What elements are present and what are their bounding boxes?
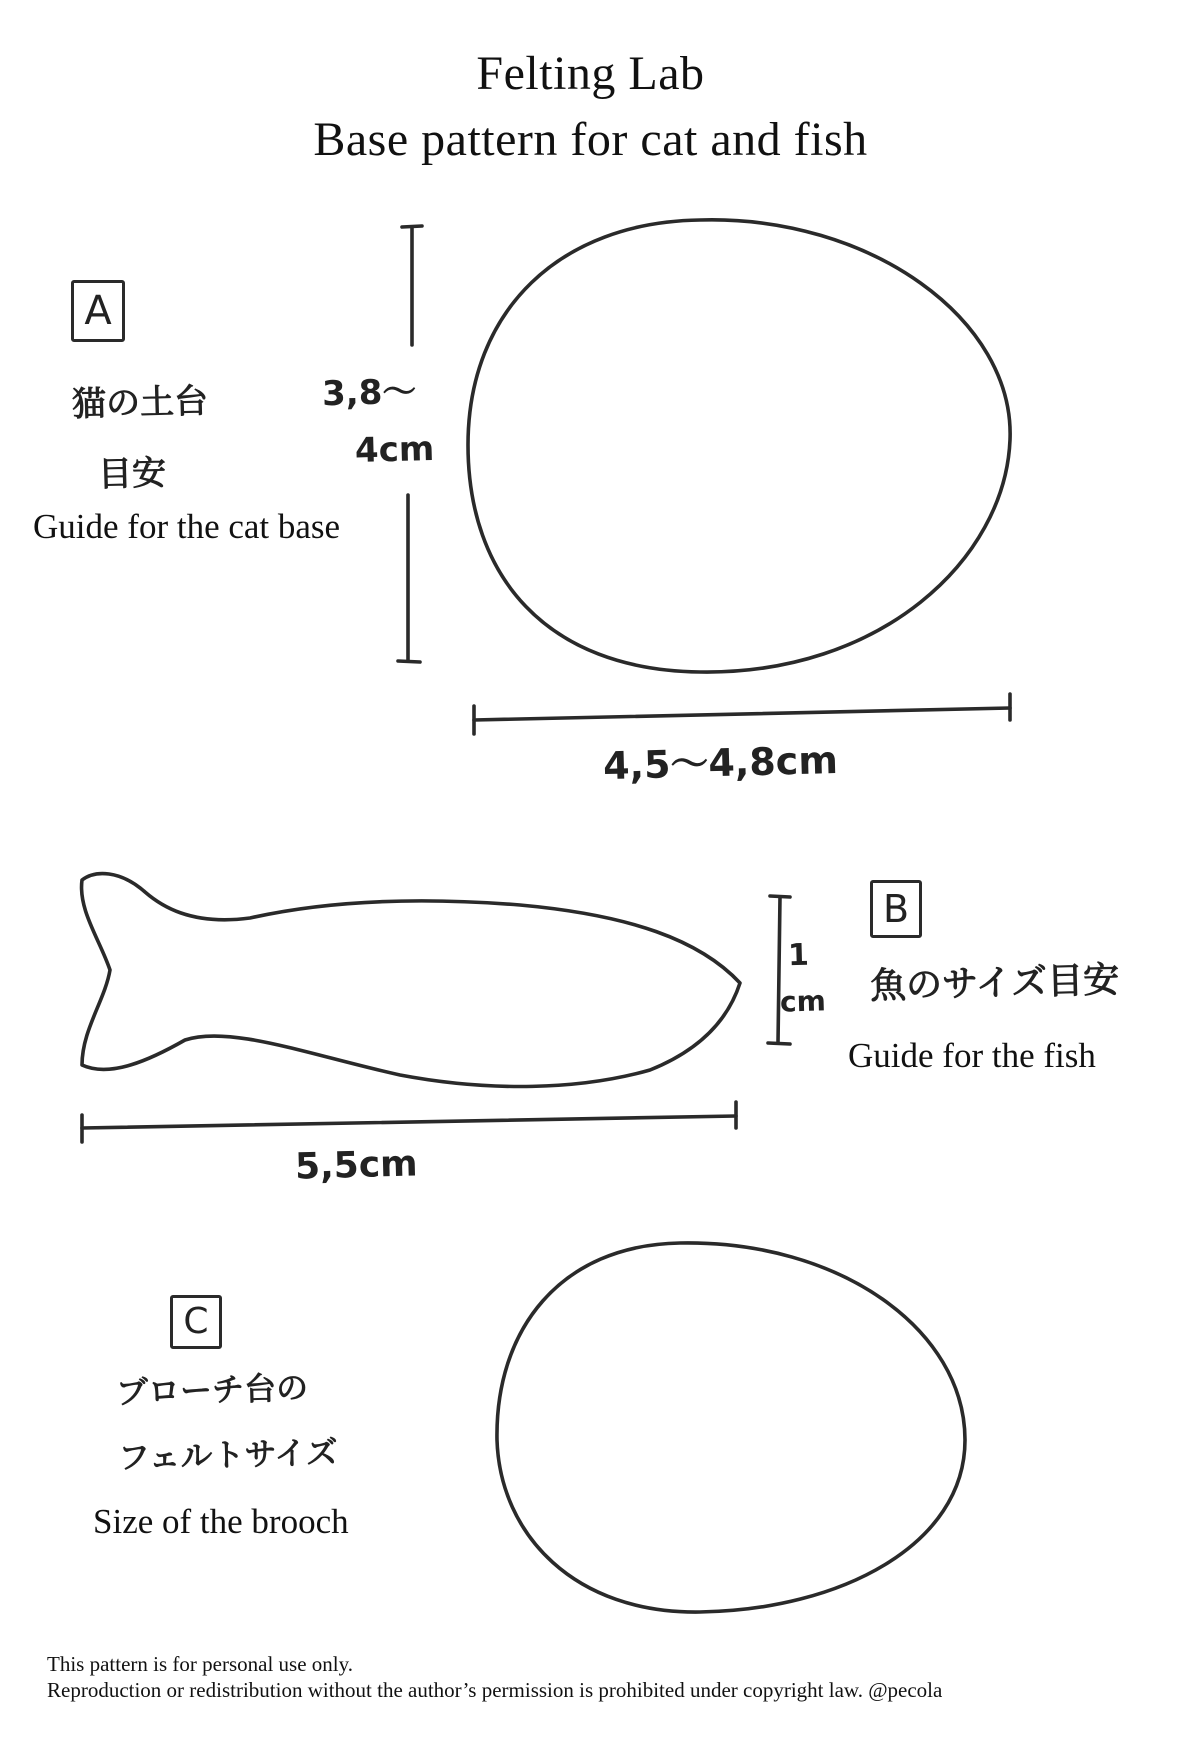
label-c-box: C: [170, 1295, 222, 1349]
cat-height-unit: 4cm: [354, 428, 435, 472]
cat-base-caption: Guide for the cat base: [33, 507, 341, 546]
cat-width-line: [474, 708, 1010, 720]
page-title: Felting Lab: [476, 47, 705, 100]
fish-jp-text: 魚のサイズ目安: [869, 959, 1120, 1008]
fish-width-line: [82, 1116, 736, 1128]
fish-caption: Guide for the fish: [848, 1036, 1096, 1075]
cat-base-jp-line2: 目安: [97, 453, 167, 495]
brooch-jp-line1: ブローチ台の: [115, 1368, 309, 1412]
fish-width-value: 5,5cm: [294, 1143, 419, 1188]
cat-width-value: 4,5〜4,8cm: [602, 737, 839, 789]
fish-height-value: 1: [787, 937, 810, 974]
brooch-caption: Size of the brooch: [93, 1502, 349, 1541]
footer-copyright: Reproduction or redistribution without the author’s permission is prohibited under copyright law. @pecola: [47, 1678, 943, 1702]
fish-height-unit: cm: [779, 984, 827, 1019]
cat-base-oval: [468, 220, 1010, 672]
label-a-box: A: [71, 280, 125, 342]
brooch-oval: [497, 1243, 965, 1612]
brooch-jp-line2: フェルトサイズ: [117, 1433, 339, 1477]
cat-height-value: 3,8〜: [321, 371, 417, 415]
fish-outline: [82, 874, 740, 1087]
label-b-box: B: [870, 880, 922, 938]
fish-height-line: [778, 897, 780, 1043]
footer-personal-use: This pattern is for personal use only.: [47, 1652, 353, 1676]
cat-base-jp-line1: 猫の土台: [71, 381, 209, 425]
page-subtitle: Base pattern for cat and fish: [313, 113, 868, 166]
